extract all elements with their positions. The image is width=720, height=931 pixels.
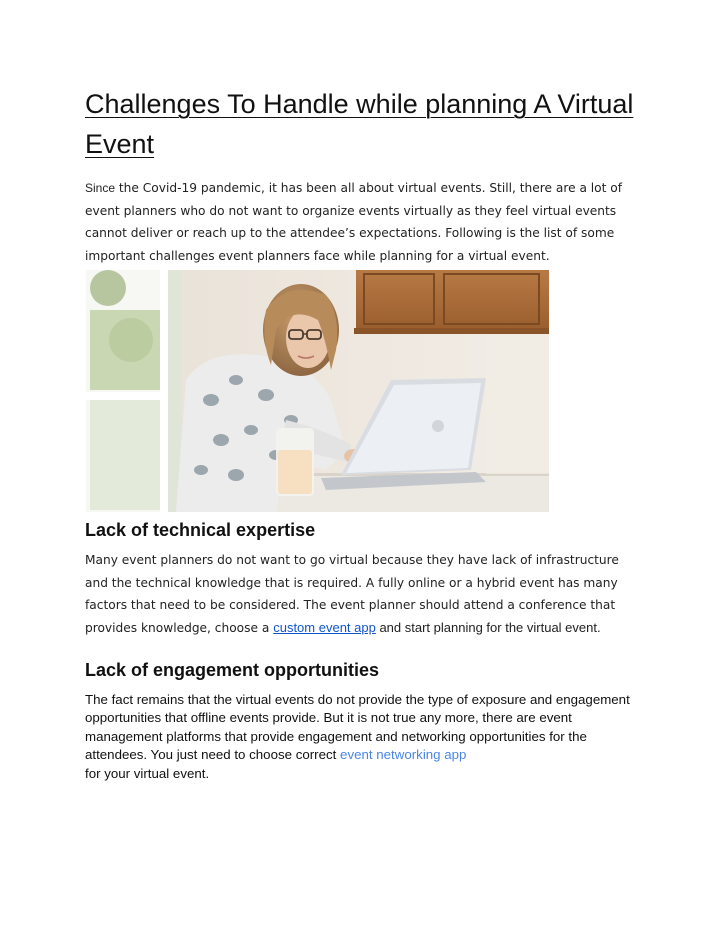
section1-text: Many event planners do not want to go virtual because they have lack of infrastructure and the technical knowledge that is required. A fully online or a hybrid event has many factors that need to be considered. The event planner should attend a conference that provides knowledge, choose a [85,553,619,635]
section-engagement-text [85,691,645,783]
custom-event-app-link[interactable]: custom event app [273,619,376,635]
intro-text: the Covid-19 pandemic, it has been all about virtual events. Still, there are a lot of event planners who do not want to organize events virtually as they feel virtual events cannot deliver or reach up to the attendee’s expectations. Following is the list of some important challenges event planners face while planning for a virtual event. [85,181,623,263]
section2-text: The fact remains that the virtual events do not provide the type of exposure and engagement opportunities that offline events provide. But it is not true any more, there are event management platforms that provide engagement and networking opportunities for the attendees. You just need to choose correct [85,692,630,763]
event-networking-app-link[interactable]: event networking app [340,747,467,763]
section2-tail: for your virtual event. [85,765,210,781]
section1-tail: and start planning for the virtual event. [375,619,601,635]
section-heading-engagement: Lack of engagement opportunities [85,660,380,680]
photo-illustration [86,270,549,512]
intro-paragraph [85,177,645,267]
intro-lead: Since [85,181,116,195]
page-title: Challenges To Handle while planning A Virtual Event [85,89,634,159]
section-technical-expertise-text [85,549,645,639]
woman-laptop-photo [86,270,549,512]
section-heading-technical-expertise: Lack of technical expertise [85,520,316,540]
